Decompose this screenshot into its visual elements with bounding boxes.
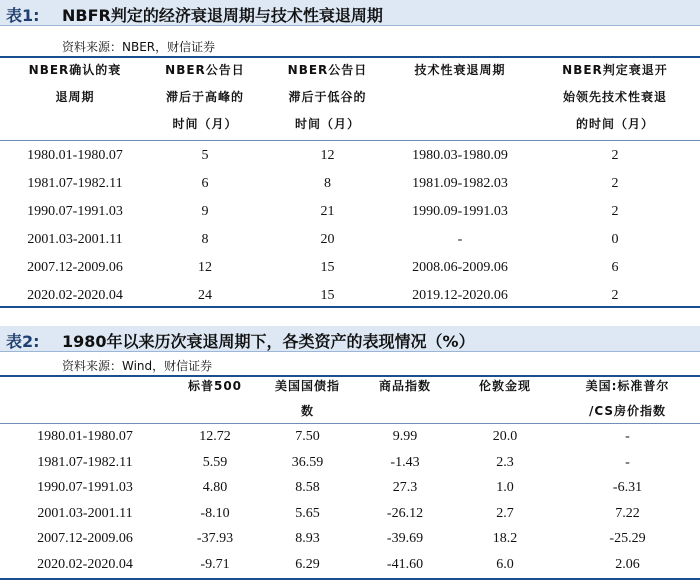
table1-header-col0-line1: 退周期 bbox=[55, 90, 95, 104]
table2-cell: 8.93 bbox=[295, 531, 320, 546]
table1-header-col4-line0: NBER判定衰退开 bbox=[562, 63, 668, 77]
table1-row-period: 2020.02-2020.04 bbox=[27, 288, 123, 303]
table1-cell: 20 bbox=[320, 232, 335, 247]
table1-cell: 8 bbox=[324, 176, 331, 191]
table1-source: 资料来源：NBER，财信证券 bbox=[62, 40, 216, 54]
table1-header-col2-line0: NBER公告日 bbox=[287, 63, 368, 77]
table1-header-col1-line1: 滞后于高峰的 bbox=[165, 90, 244, 104]
table2-cell: 6.0 bbox=[496, 556, 514, 572]
table2-cell: -41.60 bbox=[386, 556, 424, 572]
table1-cell: 15 bbox=[320, 288, 335, 303]
table2-header-col2-line1: 数 bbox=[300, 404, 314, 418]
table1-header-col3-line0: 技术性衰退周期 bbox=[414, 63, 506, 77]
table1-cell: 1990.09-1991.03 bbox=[412, 204, 508, 219]
table1-row-period: 2001.03-2001.11 bbox=[27, 232, 123, 247]
table1-cell: 21 bbox=[320, 204, 335, 219]
table1-cell: 2 bbox=[611, 288, 619, 303]
table2-cell: -37.93 bbox=[196, 531, 234, 546]
table1-header-col1-line2: 时间（月） bbox=[172, 117, 238, 131]
table1-cell: 2 bbox=[611, 176, 619, 191]
table2-header-col5-line1: /CS房价指数 bbox=[588, 404, 667, 418]
table2-cell: 18.2 bbox=[492, 531, 518, 546]
table1-header-col2-line1: 滞后于低谷的 bbox=[288, 90, 367, 104]
table2-cell: 7.22 bbox=[615, 505, 640, 521]
table1-header-col0-line0: NBER确认的衰 bbox=[28, 63, 122, 77]
table1-cell: 2019.12-2020.06 bbox=[412, 288, 508, 303]
table1-cell: 5 bbox=[201, 148, 209, 163]
table2-cell: - bbox=[625, 429, 630, 444]
table2-row-period: 2007.12-2009.06 bbox=[37, 531, 133, 546]
table2-source: 资料来源：Wind，财信证券 bbox=[62, 359, 213, 373]
table2-cell: 4.80 bbox=[202, 480, 228, 495]
table1-cell: 1980.03-1980.09 bbox=[412, 148, 508, 163]
table1-bottom-rule bbox=[0, 306, 700, 308]
table2-cell: -26.12 bbox=[386, 505, 424, 521]
table2-header-col2-line0: 美国国债指 bbox=[274, 379, 340, 393]
table2-cell: -1.43 bbox=[390, 454, 420, 470]
table2-cell: 5.59 bbox=[202, 454, 228, 470]
table2-cell: 1.0 bbox=[496, 480, 514, 495]
table1-header-col2-line2: 时间（月） bbox=[294, 117, 360, 131]
table2-cell: -25.29 bbox=[609, 531, 646, 546]
table1-header-col4-line2: 的时间（月） bbox=[575, 117, 654, 131]
table2-cell: 2.3 bbox=[496, 454, 514, 470]
table1-row-period: 2007.12-2009.06 bbox=[27, 260, 123, 275]
table1-cell: 12 bbox=[320, 148, 335, 163]
table1-cell: 15 bbox=[320, 260, 335, 275]
table2-header-col4-line0: 伦敦金现 bbox=[478, 379, 531, 393]
table1-cell: 9 bbox=[201, 204, 209, 219]
table1-cell: 8 bbox=[201, 232, 209, 247]
table2-row-period: 2020.02-2020.04 bbox=[37, 556, 133, 572]
table2-cell: 9.99 bbox=[392, 429, 418, 444]
table1-cell: 1981.09-1982.03 bbox=[412, 176, 508, 191]
table1-header-col4-line1: 始领先技术性衰退 bbox=[562, 90, 667, 104]
table2-header-col3-line0: 商品指数 bbox=[378, 379, 431, 393]
table1-cell: - bbox=[457, 232, 463, 247]
table2-cell: 12.72 bbox=[199, 429, 231, 444]
table2-cell: - bbox=[625, 454, 630, 470]
table2-cell: 2.06 bbox=[615, 556, 640, 572]
table2-title: 1980年以来历次衰退周期下，各类资产的表现情况（%） bbox=[62, 332, 475, 351]
table1-cell: 2008.06-2009.06 bbox=[412, 260, 508, 275]
table2-header-col1-line0: 标普500 bbox=[187, 379, 243, 393]
table2-label: 表2: bbox=[6, 332, 40, 351]
table2-cell: 20.0 bbox=[492, 429, 518, 444]
table1-cell: 6 bbox=[201, 176, 209, 191]
table2-header-col5-line0: 美国:标准普尔 bbox=[585, 379, 670, 393]
table1-title: NBFR判定的经济衰退周期与技术性衰退周期 bbox=[62, 6, 383, 25]
table1-header-col1-line0: NBER公告日 bbox=[165, 63, 245, 77]
table2-bottom-rule bbox=[0, 578, 700, 580]
table1-row-period: 1981.07-1982.11 bbox=[27, 176, 123, 191]
table2-title-band bbox=[0, 326, 700, 352]
table2-cell: -39.69 bbox=[386, 531, 424, 546]
table2-cell: -6.31 bbox=[612, 480, 643, 495]
table2-cell: -8.10 bbox=[200, 505, 230, 521]
table2-cell: 36.59 bbox=[291, 454, 324, 470]
table1-label: 表1: bbox=[6, 6, 40, 25]
table2-cell: 8.58 bbox=[295, 480, 320, 495]
table2-cell: 7.50 bbox=[295, 429, 320, 444]
table1-header-rule bbox=[0, 140, 700, 141]
table2-cell: -9.71 bbox=[200, 556, 230, 572]
table2-row-period: 1981.07-1982.11 bbox=[37, 454, 133, 470]
table2-row-period: 1990.07-1991.03 bbox=[37, 480, 133, 495]
table1-cell: 0 bbox=[611, 232, 619, 247]
table2-row-period: 1980.01-1980.07 bbox=[37, 429, 133, 444]
table1-row-period: 1980.01-1980.07 bbox=[27, 148, 123, 163]
table1-cell: 24 bbox=[198, 288, 212, 303]
table2-cell: 6.29 bbox=[295, 556, 320, 572]
table2-row-period: 2001.03-2001.11 bbox=[37, 505, 133, 521]
table1-cell: 2 bbox=[611, 204, 619, 219]
table2-cell: 2.7 bbox=[496, 505, 514, 521]
table2-cell: 27.3 bbox=[392, 480, 418, 495]
table2-cell: 5.65 bbox=[295, 505, 320, 521]
table1-title-band bbox=[0, 0, 700, 26]
table1-cell: 2 bbox=[611, 148, 619, 163]
table1-cell: 12 bbox=[198, 260, 212, 275]
table1-row-period: 1990.07-1991.03 bbox=[27, 204, 123, 219]
table1-cell: 6 bbox=[611, 260, 619, 275]
